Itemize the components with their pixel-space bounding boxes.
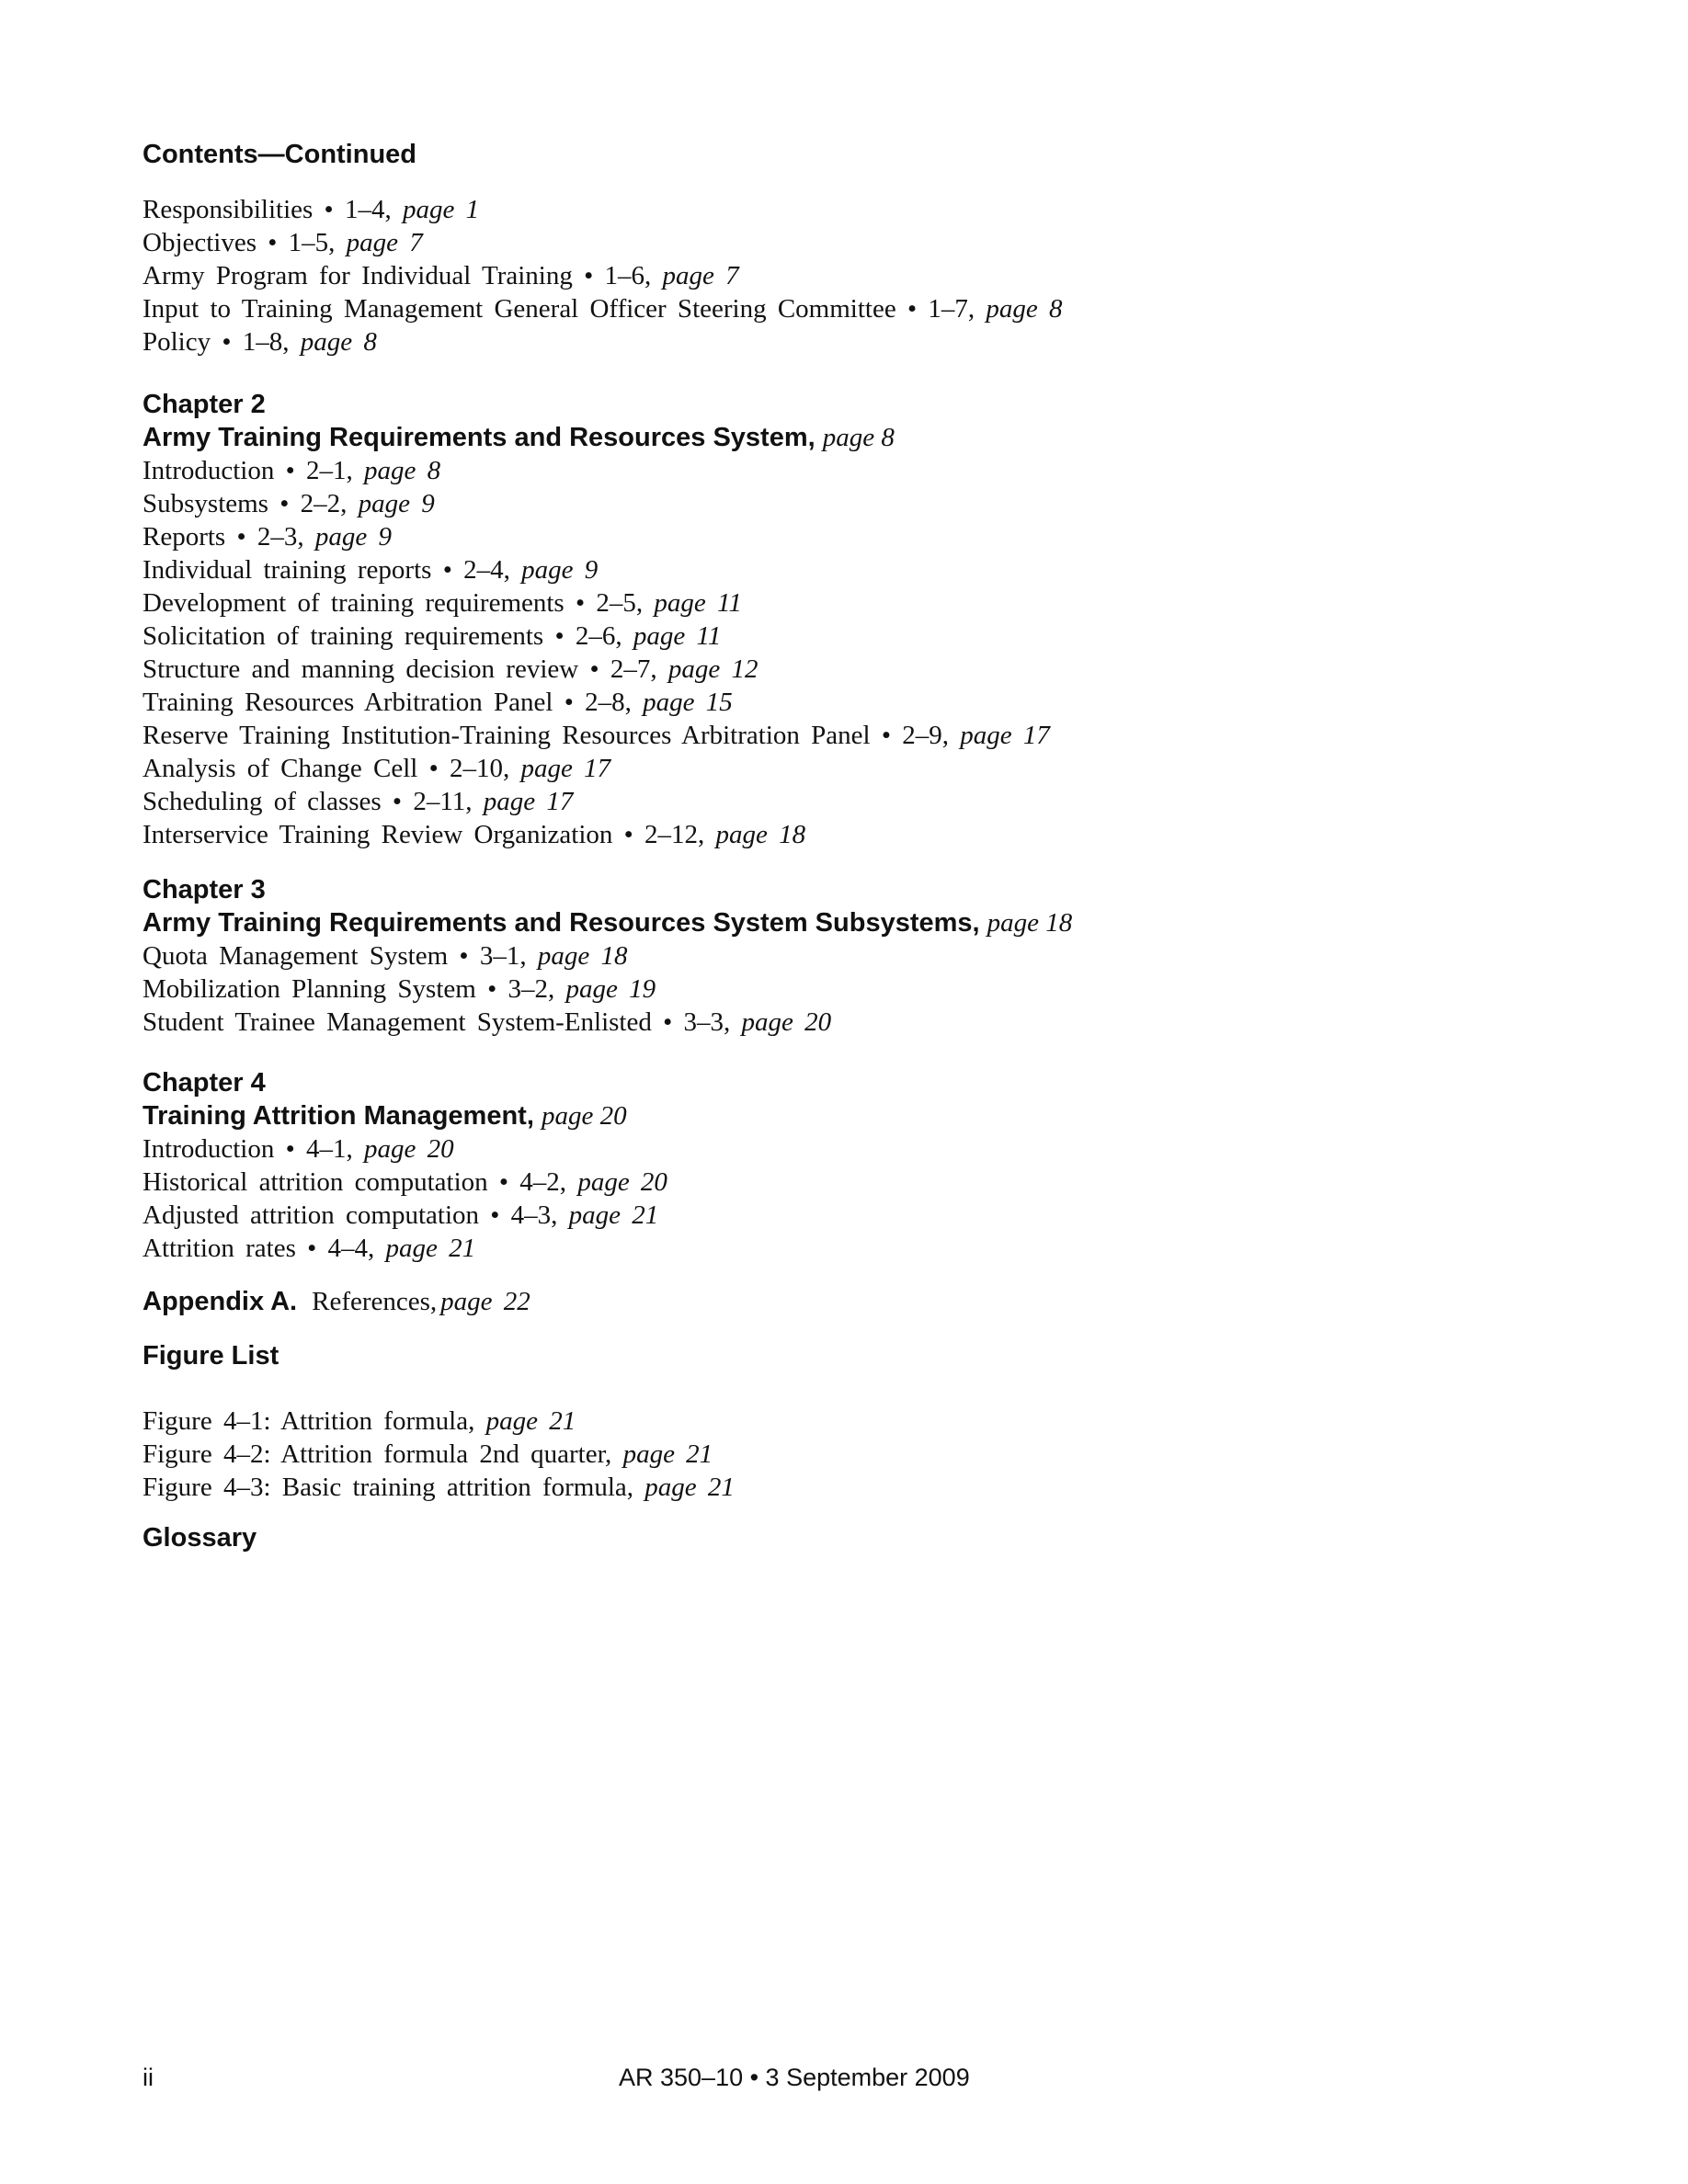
toc-entry-title: Historical attrition computation bbox=[143, 1167, 488, 1197]
appendix-a-entry bbox=[143, 1285, 530, 1323]
toc-entry-paragraph: • 2–6, bbox=[543, 621, 633, 651]
toc-entry-page: page 18 bbox=[715, 820, 806, 849]
toc-entry bbox=[143, 1199, 658, 1232]
toc-entry-title: Structure and manning decision review bbox=[143, 654, 579, 684]
appendix-title: References, bbox=[312, 1287, 438, 1316]
toc-entry-paragraph: • 2–10, bbox=[417, 754, 521, 783]
toc-entry-page: page 9 bbox=[314, 522, 392, 552]
toc-entry bbox=[143, 325, 377, 358]
toc-entry-title: Training Resources Arbitration Panel bbox=[143, 688, 553, 717]
toc-entry-page: page 8 bbox=[364, 456, 441, 485]
toc-entry-paragraph: • 1–7, bbox=[895, 294, 987, 324]
toc-entry-page: page 7 bbox=[346, 228, 423, 257]
footer-page-number: ii bbox=[143, 2064, 154, 2091]
toc-entry bbox=[143, 1405, 576, 1438]
toc-entry bbox=[143, 553, 598, 586]
toc-entry-page: page 17 bbox=[960, 721, 1050, 750]
toc-entry-title: Policy bbox=[143, 327, 211, 357]
toc-entry bbox=[143, 259, 739, 292]
toc-entry-title: Input to Training Management General Officer Steering Committee bbox=[143, 294, 896, 324]
toc-entry-title: Figure 4–1: Attrition formula, bbox=[143, 1406, 475, 1436]
toc-entry-page: page 11 bbox=[654, 588, 742, 618]
appendix-page: page 22 bbox=[440, 1287, 530, 1316]
chapter-4-label: Chapter 4 bbox=[143, 1068, 266, 1098]
toc-entry-title: Subsystems bbox=[143, 489, 268, 518]
toc-entry bbox=[143, 752, 610, 785]
toc-entry bbox=[143, 487, 435, 520]
toc-entry-paragraph: • 4–2, bbox=[487, 1167, 578, 1197]
chapter-4-page: page 20 bbox=[541, 1101, 627, 1131]
toc-entry-paragraph: • 1–6, bbox=[572, 261, 663, 290]
toc-entry bbox=[143, 520, 392, 553]
toc-entry-page: page 21 bbox=[385, 1234, 476, 1263]
toc-entry-paragraph: • 2–1, bbox=[274, 456, 365, 485]
toc-entry-paragraph: • 4–3, bbox=[479, 1200, 569, 1230]
chapter-3-title: Army Training Requirements and Resources System Subsystems, page 18 bbox=[143, 908, 1073, 938]
toc-entry-title: Scheduling of classes bbox=[143, 787, 382, 816]
toc-entry bbox=[143, 818, 805, 851]
toc-entry-title: Individual training reports bbox=[143, 555, 432, 585]
toc-entry-paragraph: • 2–7, bbox=[578, 654, 668, 684]
toc-entry bbox=[143, 1132, 454, 1166]
toc-entry-title: Introduction bbox=[143, 1134, 275, 1164]
toc-entry-page: page 20 bbox=[577, 1167, 667, 1197]
toc-entry-paragraph: • 2–4, bbox=[431, 555, 522, 585]
toc-entry-title: Army Program for Individual Training bbox=[143, 261, 573, 290]
toc-entry-page: page 21 bbox=[644, 1473, 735, 1502]
toc-entry-paragraph: • 3–3, bbox=[651, 1007, 742, 1037]
toc-entry bbox=[143, 1471, 735, 1504]
toc-entry-title: Reserve Training Institution-Training Resources Arbitration Panel bbox=[143, 721, 871, 750]
toc-entry-page: page 18 bbox=[537, 941, 628, 971]
toc-entry-paragraph: • 2–11, bbox=[381, 787, 484, 816]
chapter-3-label: Chapter 3 bbox=[143, 875, 266, 904]
toc-entry-paragraph: • 2–5, bbox=[564, 588, 655, 618]
toc-entry-page: page 9 bbox=[521, 555, 599, 585]
toc-entry-page: page 7 bbox=[662, 261, 739, 290]
toc-entry-paragraph: • 3–1, bbox=[448, 941, 538, 971]
toc-entry-page: page 21 bbox=[622, 1439, 713, 1469]
toc-entry-page: page 15 bbox=[643, 688, 733, 717]
toc-entry bbox=[143, 686, 733, 719]
chapter-2-page: page 8 bbox=[822, 423, 895, 452]
toc-entry-paragraph: • 4–4, bbox=[295, 1234, 386, 1263]
toc-entry-title: Reports bbox=[143, 522, 226, 552]
toc-entry-paragraph: • 1–5, bbox=[257, 228, 347, 257]
toc-entry-page: page 1 bbox=[402, 195, 480, 224]
toc-entry bbox=[143, 939, 627, 973]
toc-entry-title: Quota Management System bbox=[143, 941, 449, 971]
chapter-2-label: Chapter 2 bbox=[143, 390, 266, 419]
toc-entry-title: Attrition rates bbox=[143, 1234, 296, 1263]
toc-entry bbox=[143, 454, 440, 487]
contents-heading: Contents—Continued bbox=[143, 140, 417, 169]
toc-entry-title: Development of training requirements bbox=[143, 588, 565, 618]
toc-entry-page: page 11 bbox=[633, 621, 722, 651]
toc-entry bbox=[143, 620, 721, 653]
toc-entry-title: Objectives bbox=[143, 228, 257, 257]
toc-entry-page: page 8 bbox=[986, 294, 1063, 324]
toc-entry-paragraph: • 1–4, bbox=[313, 195, 403, 224]
toc-entry-paragraph: • 2–8, bbox=[553, 688, 644, 717]
toc-entry-paragraph: • 2–2, bbox=[268, 489, 359, 518]
toc-entry-page: page 12 bbox=[667, 654, 758, 684]
toc-entry-title: Student Trainee Management System-Enlisted bbox=[143, 1007, 652, 1037]
toc-entry-title: Figure 4–2: Attrition formula 2nd quarter, bbox=[143, 1439, 612, 1469]
toc-entry bbox=[143, 1232, 475, 1265]
glossary-heading: Glossary bbox=[143, 1523, 257, 1553]
toc-entry-page: page 17 bbox=[520, 754, 611, 783]
toc-entry bbox=[143, 1438, 713, 1471]
toc-entry-title: Adjusted attrition computation bbox=[143, 1200, 480, 1230]
chapter-3-page: page 18 bbox=[987, 908, 1073, 938]
toc-entry-paragraph: • 2–3, bbox=[225, 522, 315, 552]
toc-entry bbox=[143, 226, 423, 259]
toc-entry bbox=[143, 292, 1062, 325]
toc-entry-title: Figure 4–3: Basic training attrition formula, bbox=[143, 1473, 634, 1502]
toc-entry-paragraph: • 2–12, bbox=[612, 820, 716, 849]
toc-entry bbox=[143, 785, 573, 818]
toc-entry-title: Mobilization Planning System bbox=[143, 974, 476, 1004]
figure-list-heading: Figure List bbox=[143, 1341, 279, 1371]
appendix-label: Appendix A. bbox=[143, 1287, 298, 1316]
toc-entry bbox=[143, 1166, 667, 1199]
toc-entry-title: Solicitation of training requirements bbox=[143, 621, 544, 651]
footer-doc-id: AR 350–10 • 3 September 2009 bbox=[619, 2064, 970, 2091]
toc-entry-page: page 19 bbox=[565, 974, 656, 1004]
toc-entry bbox=[143, 719, 1050, 752]
toc-entry-title: Responsibilities bbox=[143, 195, 314, 224]
toc-entry-title: Interservice Training Review Organization bbox=[143, 820, 613, 849]
chapter-4-title: Training Attrition Management, page 20 bbox=[143, 1101, 627, 1131]
toc-entry-page: page 20 bbox=[364, 1134, 454, 1164]
toc-entry-page: page 21 bbox=[485, 1406, 576, 1436]
toc-entry-page: page 9 bbox=[358, 489, 435, 518]
toc-entry bbox=[143, 1006, 831, 1039]
toc-entry-title: Analysis of Change Cell bbox=[143, 754, 418, 783]
toc-entry bbox=[143, 973, 656, 1006]
toc-entry-paragraph: • 2–9, bbox=[870, 721, 961, 750]
toc-entry-page: page 17 bbox=[483, 787, 574, 816]
toc-entry-page: page 8 bbox=[300, 327, 377, 357]
toc-entry bbox=[143, 586, 742, 620]
toc-entry bbox=[143, 193, 479, 226]
toc-entry-page: page 21 bbox=[568, 1200, 659, 1230]
toc-entry-paragraph: • 4–1, bbox=[274, 1134, 365, 1164]
toc-entry-paragraph: • 3–2, bbox=[475, 974, 566, 1004]
chapter-2-title: Army Training Requirements and Resources System, page 8 bbox=[143, 423, 895, 452]
toc-entry bbox=[143, 653, 758, 686]
toc-entry-paragraph: • 1–8, bbox=[211, 327, 301, 357]
toc-entry-title: Introduction bbox=[143, 456, 275, 485]
toc-entry-page: page 20 bbox=[741, 1007, 832, 1037]
